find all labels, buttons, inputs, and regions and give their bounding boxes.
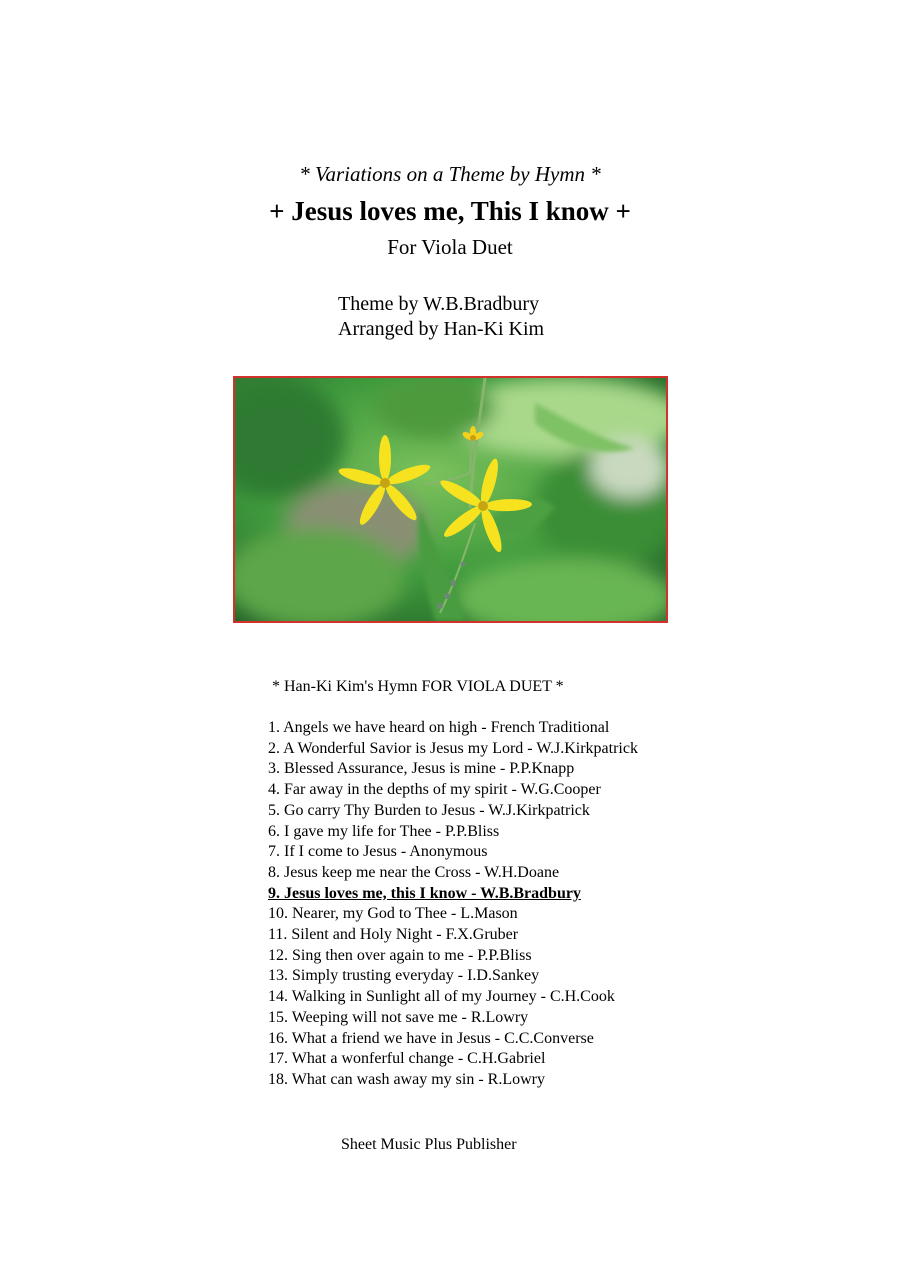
list-item: 16. What a friend we have in Jesus - C.C.Converse xyxy=(268,1029,594,1047)
instrumentation-line: For Viola Duet xyxy=(387,235,513,259)
cover-photo xyxy=(233,376,668,623)
page-title: + Jesus loves me, This I know + xyxy=(269,196,631,226)
arranger-credit: Arranged by Han-Ki Kim xyxy=(338,318,545,340)
hymn-list xyxy=(268,718,638,1091)
series-subtitle: * Variations on a Theme by Hymn * xyxy=(299,162,601,186)
list-item: 6. I gave my life for Thee - P.P.Bliss xyxy=(268,822,500,840)
credits-block xyxy=(338,292,544,342)
list-item: 2. A Wonderful Savior is Jesus my Lord - W.J.Kirkpatrick xyxy=(268,739,638,757)
publisher-line: Sheet Music Plus Publisher xyxy=(341,1136,517,1153)
series-list-heading: * Han-Ki Kim's Hymn FOR VIOLA DUET * xyxy=(272,678,564,695)
list-item: 4. Far away in the depths of my spirit - W.G.Cooper xyxy=(268,781,601,799)
list-item: 13. Simply trusting everyday - I.D.Sankey xyxy=(268,967,540,985)
list-item: 14. Walking in Sunlight all of my Journey - C.H.Cook xyxy=(268,988,615,1006)
list-item: 10. Nearer, my God to Thee - L.Mason xyxy=(268,905,518,923)
list-item: 5. Go carry Thy Burden to Jesus - W.J.Kirkpatrick xyxy=(268,801,590,819)
list-item: 8. Jesus keep me near the Cross - W.H.Doane xyxy=(268,863,560,881)
list-item-current: 9. Jesus loves me, this I know - W.B.Bradbury xyxy=(268,884,581,902)
flower-illustration xyxy=(235,378,666,621)
list-item: 1. Angels we have heard on high - French Traditional xyxy=(268,719,610,736)
list-item: 11. Silent and Holy Night - F.X.Gruber xyxy=(268,926,519,944)
list-item: 17. What a wonferful change - C.H.Gabriel xyxy=(268,1050,546,1068)
list-item: 15. Weeping will not save me - R.Lowry xyxy=(268,1008,529,1026)
list-item: 12. Sing then over again to me - P.P.Bliss xyxy=(268,946,532,964)
theme-credit: Theme by W.B.Bradbury xyxy=(338,293,540,315)
list-item: 18. What can wash away my sin - R.Lowry xyxy=(268,1070,545,1088)
list-item: 7. If I come to Jesus - Anonymous xyxy=(268,843,488,861)
list-item: 3. Blessed Assurance, Jesus is mine - P.P.Knapp xyxy=(268,760,575,778)
